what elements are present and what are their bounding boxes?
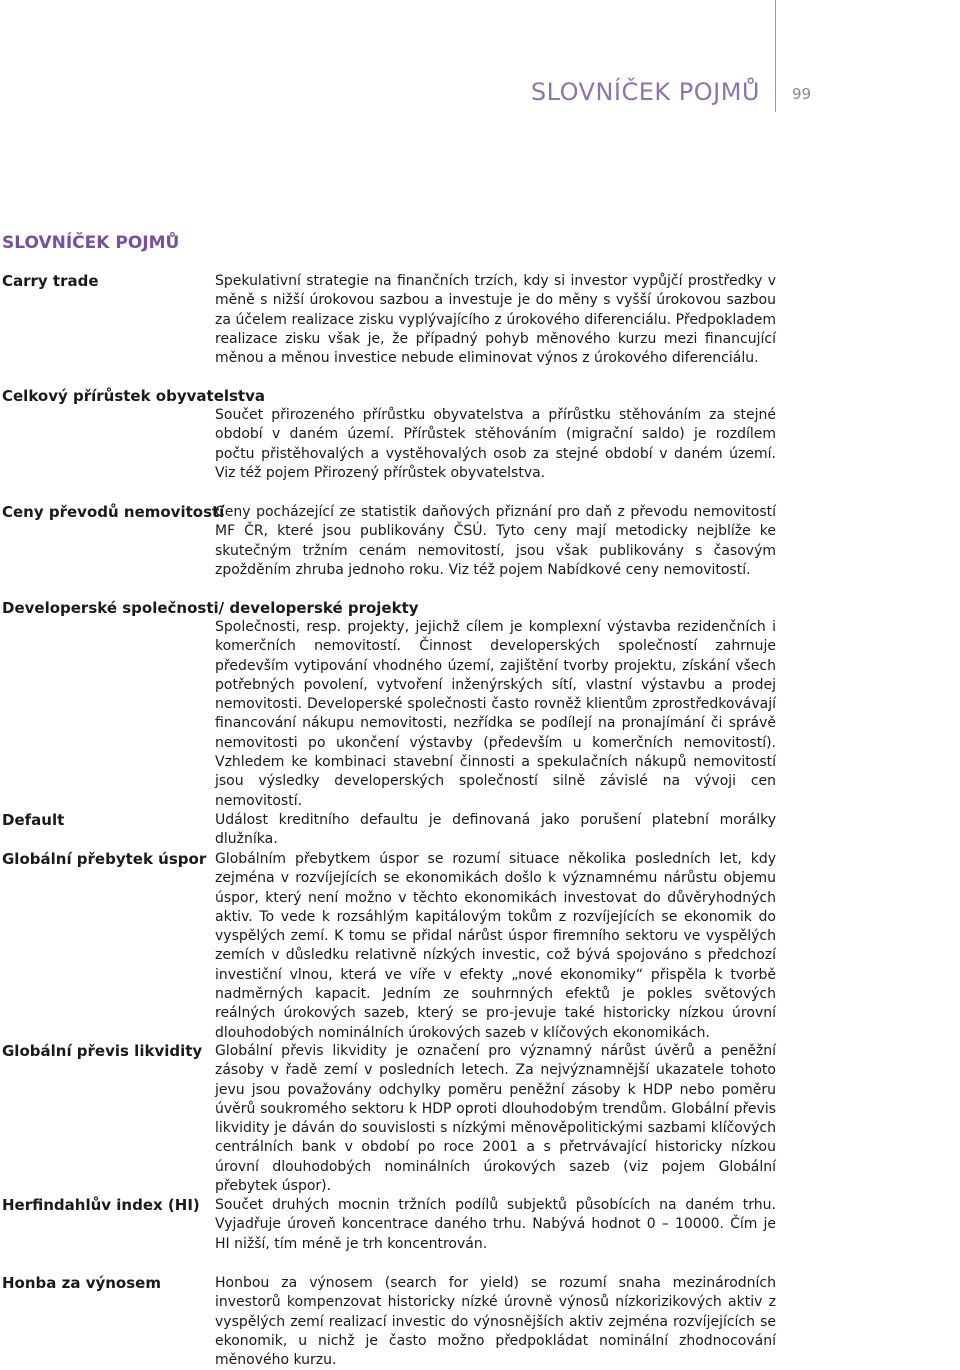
entry-term: Celkový přírůstek obyvatelstva [2,387,266,405]
entry-term: Ceny převodů nemovitostí [2,503,225,521]
running-title: SLOVNÍČEK POJMŮ [530,78,760,106]
entry-definition: Globální převis likvidity je označení pro významný nárůst úvěrů a peněžní zásoby v řadě zemí v posledních letech. Za nejvýznamnější ukazatele tohoto jevu jsou považovány odchylky poměru peněžní zásoby k HDP nebo poměru úvěrů soukromého sektoru k HDP oproti dlouhodobým trendům. Globální převis likvidity je dáván do souvislosti s nízkými měnověpolitickými sazbami klíčových centrálních bank v období po roce 2001 a s přetrvávající historicky nízkou úrovní dlouhodobých nominálních úrokových sazeb (viz pojem Globální přebytek úspor). [215,1043,776,1195]
entry-definition: Součet druhých mocnin tržních podílů subjektů působících na daném trhu. Vyjadřuje úroveň koncentrace daného trhu. Nabývá hodnot 0 – 10000. Čím je HI nižší, tím méně je trh koncentrován. [215,1197,776,1252]
entry-definition: Honbou za výnosem (search for yield) se rozumí snaha mezinárodních investorů kompenzovat historicky nízké úrovně výnosů nízkorizikových aktiv z vyspělých zemí realizací investic do výnosnějších aktiv zejména rozvíjejících se ekonomik, u nichž je často možno předpokládat nominální zhodnocování měnového kurzu. [215,1275,776,1369]
page-number: 99 [792,85,812,103]
entry-definition: Společnosti, resp. projekty, jejichž cílem je komplexní výstavba rezidenčních i komerčních nemovitostí. Činnost developerských společností zahrnuje především vytipování vhodného území, zajištění tvorby projektu, získání všech potřebných povolení, vytvoření inženýrských sítí, vlastní výstavbu a prodej nemovitosti. Developerské společnosti často rovněž klientům zprostředkovávají financování nákupu nemovitosti, nezřídka se podílejí na pronajímání či správě nemovitosti po ukončení výstavby (především u komerčních nemovitostí). Vzhledem ke kombinaci stavební činnosti a spekulačních nákupů nemovitostí jsou výsledky developerských společností silně závislé na vývoji cen nemovitostí. [215,619,776,809]
entry-term: Developerské společnosti/ developerské projekty [2,599,419,617]
page-header [0,0,960,130]
entry-definition: Událost kreditního defaultu je definovaná jako porušení platební morálky dlužníka. [215,812,776,848]
entry-term: Globální přebytek úspor [2,850,207,868]
header-divider [775,0,776,112]
entry-term: Globální převis likvidity [2,1042,203,1060]
entry-term: Honba za výnosem [2,1274,161,1292]
section-title: SLOVNÍČEK POJMŮ [2,233,180,253]
entry-definition: Spekulativní strategie na finančních trzích, kdy si investor vypůjčí prostředky v měně s nižší úrokovou sazbou a investuje je do měny s vyšší úrokovou sazbou za účelem realizace zisku vyplývajícího z úrokového diferenciálu. Předpokladem realizace zisku však je, že případný pohyb měnového kurzu mezi financující měnou a měnou investice nebude eliminovat výnos z úrokového diferenciálu. [215,273,776,367]
entry-definition: Ceny pocházející ze statistik daňových přiznání pro daň z převodu nemovitostí MF ČR, které jsou publikovány ČSÚ. Tyto ceny mají metodicky nejblíže ke skutečným tržním cenám nemovitostí, jsou však publikovány s časovým zpožděním zhruba jednoho roku. Viz též pojem Nabídkové ceny nemovitostí. [215,504,776,578]
entry-definition: Globálním přebytkem úspor se rozumí situace několika posledních let, kdy zejména v rozvíjejících se ekonomikách došlo k významnému nárůstu objemu úspor, který není možno v těchto ekonomikách investovat do důvěryhodných aktiv. To vede k rozsáhlým kapitálovým tokům z rozvíjejících se ekonomik do vyspělých zemí. K tomu se přidal nárůst úspor firemního sektoru ve vyspělých zemích v důsledku relativně nízkých investic, což bývá spojováno s předchozí investiční vlnou, která ve víře v efekty „nové ekonomiky“ přispěla k tvorbě nadměrných kapacit. Jedním ze souhrnných efektů je pokles světových reálných úrokových sazeb, který se pro-jevuje také historicky nízkou úrovní dlouhodobých nominálních úrokových sazeb v klíčových ekonomikách. [215,851,776,1041]
entry-term: Default [2,811,65,829]
entry-term: Carry trade [2,272,99,290]
entry-definition: Součet přirozeného přírůstku obyvatelstva a přírůstku stěhováním za stejné období v daném území. Přírůstek stěhováním (migrační saldo) je rozdílem počtu přistěhovalých a vystěhovalých osob za stejné období v daném území. Viz též pojem Přirozený přírůstek obyvatelstva. [215,407,776,481]
entry-term: Herfindahlův index (HI) [2,1196,200,1214]
